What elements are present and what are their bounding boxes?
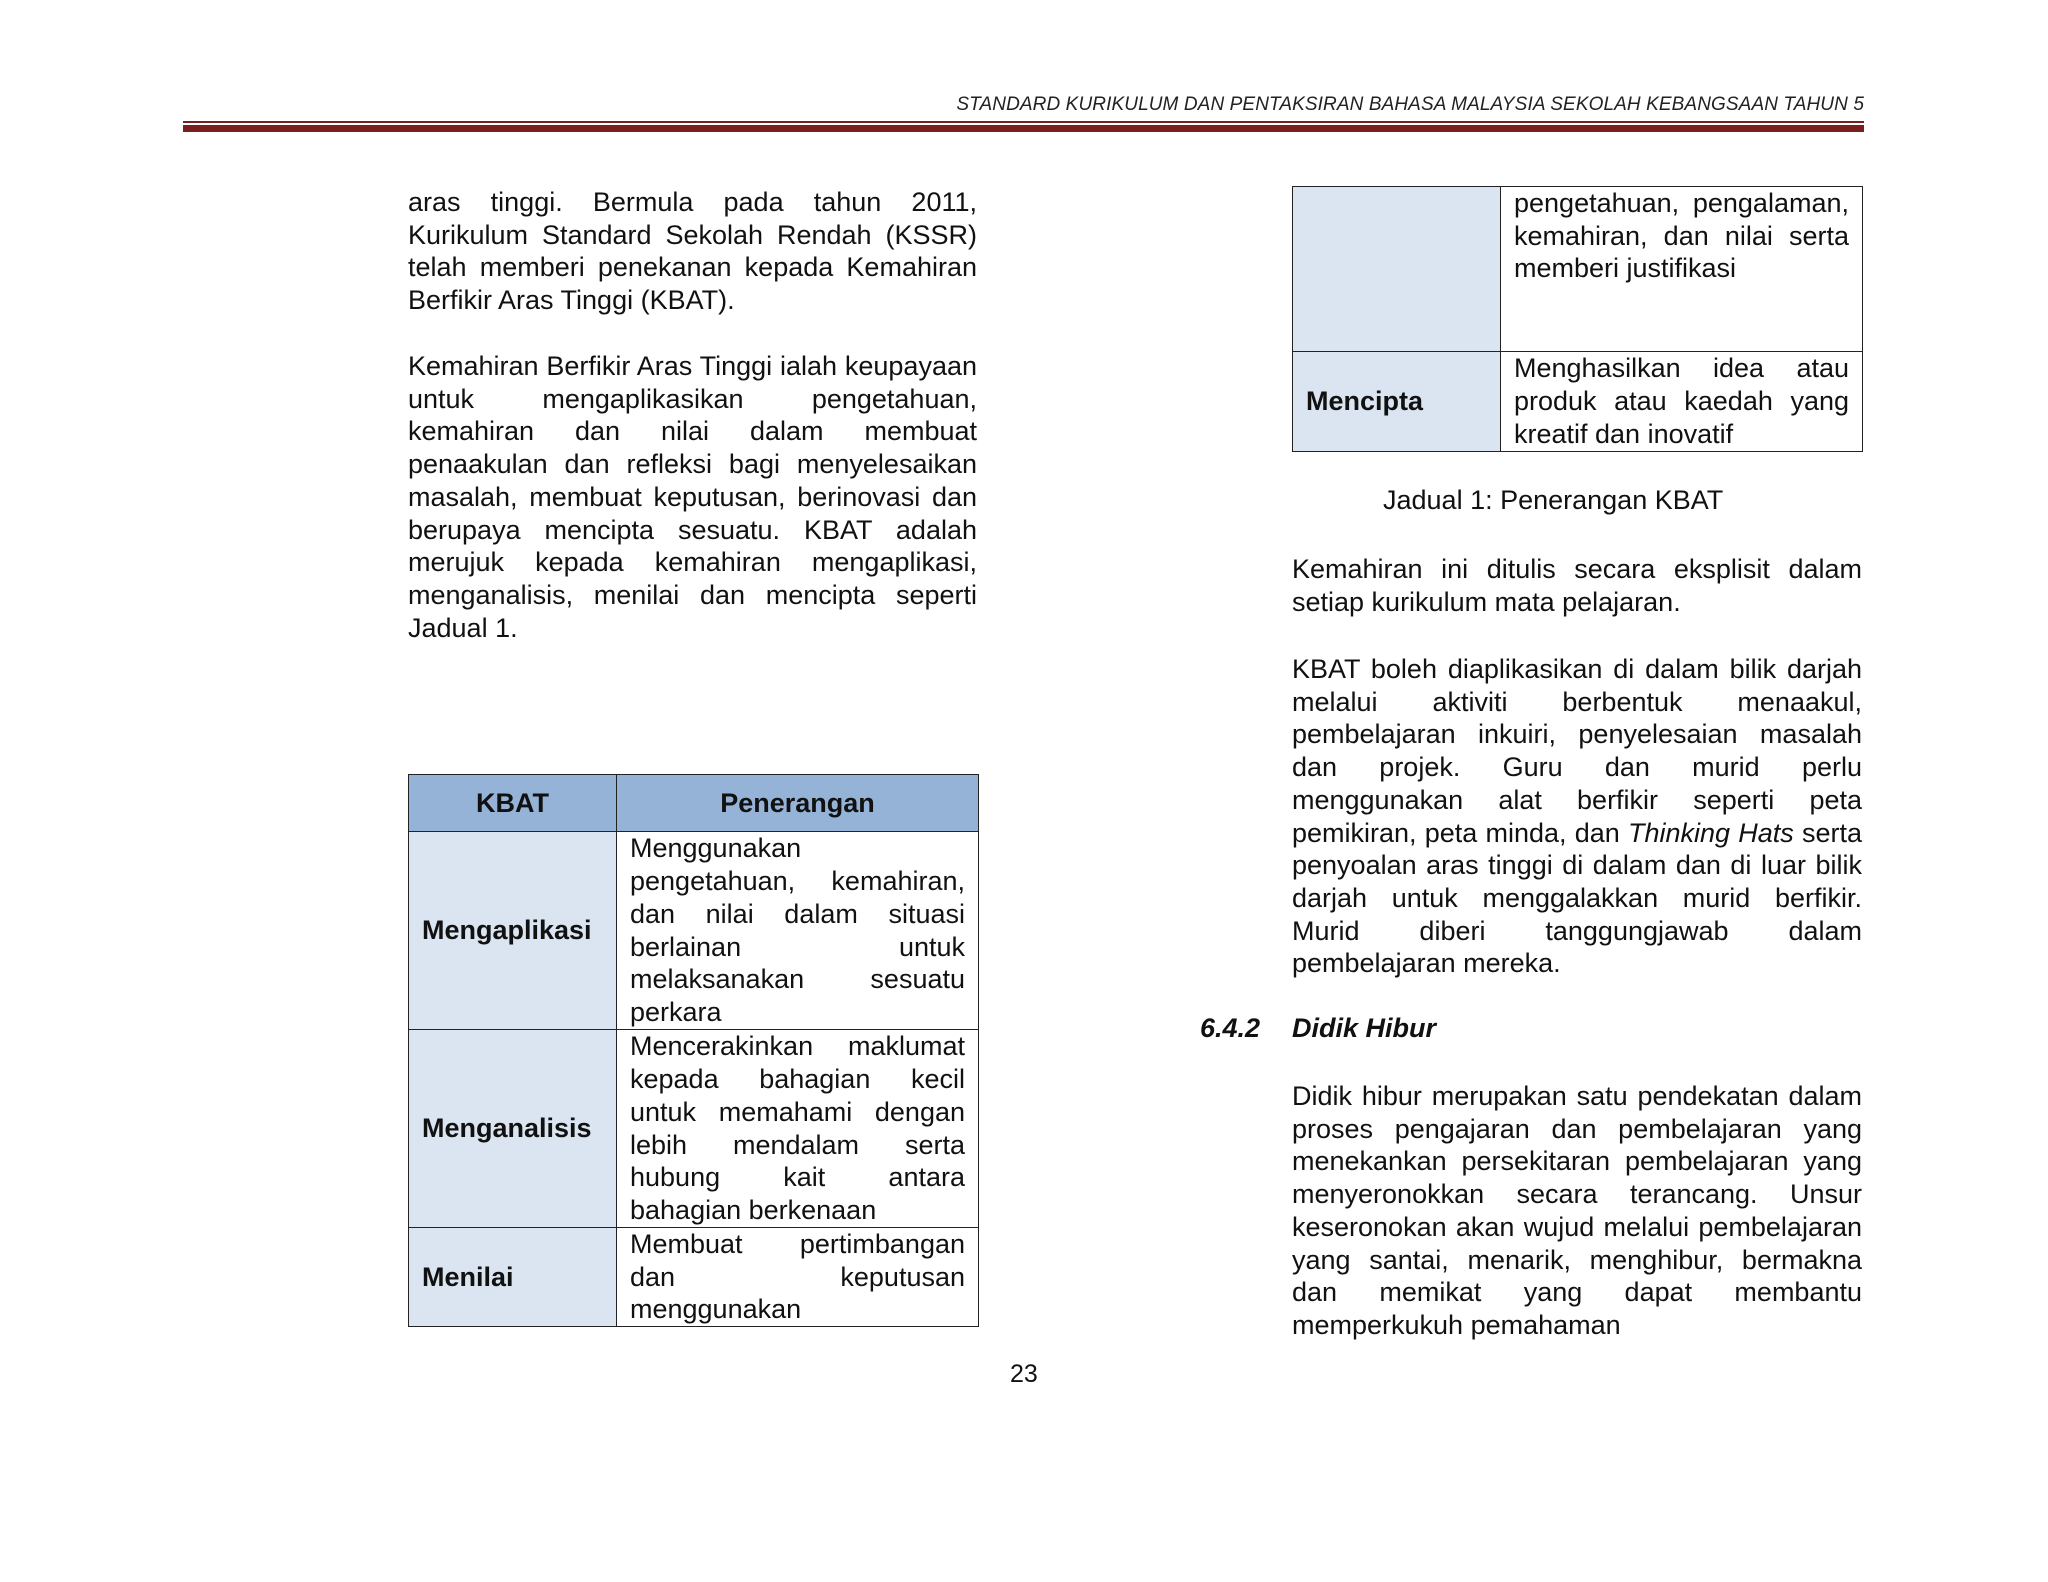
table-row bbox=[1293, 187, 1863, 352]
table-cell-kbat bbox=[1293, 187, 1501, 352]
table-row bbox=[409, 832, 979, 1030]
table-header-row bbox=[409, 775, 979, 832]
header-rule-thin bbox=[183, 121, 1864, 123]
table-row bbox=[409, 1030, 979, 1228]
section-title: Didik Hibur bbox=[1292, 1013, 1437, 1043]
table-cell-penerangan: Membuat pertimbangan dan keputusan menggunakan bbox=[617, 1228, 979, 1327]
table-cell-penerangan: pengetahuan, pengalaman, kemahiran, dan nilai serta memberi justifikasi bbox=[1501, 187, 1863, 352]
right-paragraph-2 bbox=[1292, 653, 1862, 980]
table-header-kbat: KBAT bbox=[409, 775, 617, 832]
header-rule-thick bbox=[183, 125, 1864, 132]
table-row bbox=[1293, 352, 1863, 452]
kbat-table-part-2 bbox=[1292, 186, 1863, 452]
table-cell-kbat: Menganalisis bbox=[409, 1030, 617, 1228]
kbat-table-part-1 bbox=[408, 774, 979, 1327]
left-paragraph-1: aras tinggi. Bermula pada tahun 2011, Kurikulum Standard Sekolah Rendah (KSSR) telah memberi penekanan kepada Kemahiran Berfikir Aras Tinggi (KBAT). bbox=[408, 187, 977, 316]
table-cell-kbat: Menilai bbox=[409, 1228, 617, 1327]
paragraph-text: serta penyoalan aras tinggi di dalam dan di luar bilik darjah untuk menggalakkan murid berfikir. Murid diberi tanggungjawab dalam pembelajaran mereka. bbox=[1292, 817, 1862, 979]
running-header: STANDARD KURIKULUM DAN PENTAKSIRAN BAHASA MALAYSIA SEKOLAH KEBANGSAAN TAHUN 5 bbox=[956, 94, 1864, 115]
table-cell-penerangan: Menghasilkan idea atau produk atau kaedah yang kreatif dan inovatif bbox=[1501, 352, 1863, 452]
table-header-penerangan: Penerangan bbox=[617, 775, 979, 832]
section-number: 6.4.2 bbox=[1200, 1013, 1261, 1043]
paragraph-text: KBAT boleh diaplikasikan di dalam bilik darjah melalui aktiviti berbentuk menaakul, pembelajaran inkuiri, penyelesaian masalah dan projek. Guru dan murid perlu menggunakan alat berfikir seperti peta pemikiran, peta minda, dan bbox=[1292, 654, 1862, 848]
paragraph-italic-text: Thinking Hats bbox=[1627, 817, 1794, 848]
right-paragraph-1: Kemahiran ini ditulis secara eksplisit dalam setiap kurikulum mata pelajaran. bbox=[1292, 554, 1862, 617]
table-row bbox=[409, 1228, 979, 1327]
left-paragraph-2: Kemahiran Berfikir Aras Tinggi ialah keupayaan untuk mengaplikasikan pengetahuan, kemahiran dan nilai dalam membuat penaakulan dan refleksi bagi menyelesaikan masalah, membuat keputusan, berinovasi dan berupaya mencipta sesuatu. KBAT adalah merujuk kepada kemahiran mengaplikasi, menganalisis, menilai dan mencipta seperti Jadual 1. bbox=[408, 351, 977, 643]
table-caption: Jadual 1: Penerangan KBAT bbox=[1383, 485, 1724, 515]
table-cell-penerangan: Menggunakan pengetahuan, kemahiran, dan nilai dalam situasi berlainan untuk melaksanakan sesuatu perkara bbox=[617, 832, 979, 1030]
table-cell-kbat: Mengaplikasi bbox=[409, 832, 617, 1030]
table-cell-kbat: Mencipta bbox=[1293, 352, 1501, 452]
right-paragraph-3: Didik hibur merupakan satu pendekatan dalam proses pengajaran dan pembelajaran yang menekankan persekitaran pembelajaran yang menyeronokkan secara terancang. Unsur keseronokan akan wujud melalui pembelajaran yang santai, menarik, menghibur, bermakna dan memikat yang dapat membantu memperkukuh pemahaman bbox=[1292, 1081, 1862, 1340]
page-number: 23 bbox=[1010, 1360, 1038, 1388]
table-cell-penerangan: Mencerakinkan maklumat kepada bahagian kecil untuk memahami dengan lebih mendalam serta hubung kait antara bahagian berkenaan bbox=[617, 1030, 979, 1228]
